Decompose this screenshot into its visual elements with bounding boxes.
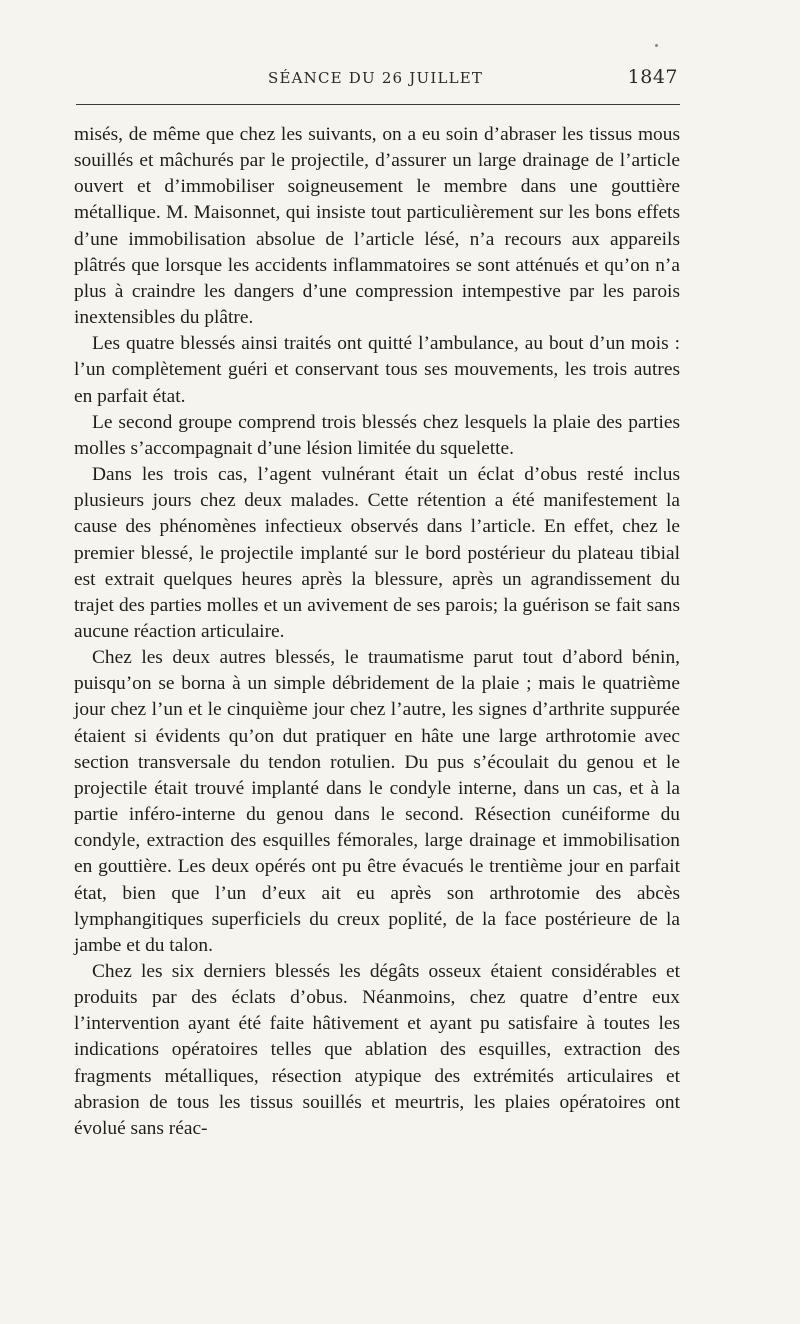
- paragraph-2: Les quatre blessés ainsi traités ont quitté l’ambulance, au bout d’un mois : l’un complètement guéri et conservant tous ses mouvements, les trois autres en parfait état.: [74, 333, 680, 407]
- paragraph-4: Dans les trois cas, l’agent vulnérant était un éclat d’obus resté inclus plusieurs jours chez deux malades. Cette rétention a été manifestement la cause des phénomènes infectieux observés dans l’article. En effet, chez le premier blessé, le projectile implanté sur le bord postérieur du plateau tibial est extrait quelques heures après la blessure, après un agrandissement du trajet des parties molles et un avivement de ses parois; la guérison se fait sans aucune réaction articulaire.: [74, 464, 680, 642]
- page: [74, 0, 680, 1324]
- paragraph-6: Chez les six derniers blessés les dégâts osseux étaient considérables et produits par des éclats d’obus. Néanmoins, chez quatre d’entre eux l’intervention ayant été faite hâtivement et ayant pu satisfaire à toutes les indications opératoires telles que ablation des esquilles, extraction des fragments métalliques, résection atypique des extrémités articulaires et abrasion de tous les tissus souillés et meurtris, les plaies opératoires ont évolué sans réac-: [74, 961, 680, 1139]
- running-header: [74, 66, 680, 92]
- page-number: 1847: [627, 66, 678, 88]
- paper-speck: [655, 44, 658, 47]
- paragraph-1: misés, de même que chez les suivants, on a eu soin d’abraser les tissus mous souillés et mâchurés par le projectile, d’assurer un large drainage de l’article ouvert et d’immobiliser soigneusement le membre dans une gouttière métallique. M. Maisonnet, qui insiste tout particulièrement sur les bons effets d’une immobilisation absolue de l’article lésé, n’a recours aux appareils plâtrés que lorsque les accidents inflammatoires se sont atténués et qu’on n’a plus à craindre les dangers d’une compression intempestive par les parois inextensibles du plâtre.: [74, 124, 680, 329]
- paragraph-3: Le second groupe comprend trois blessés chez lesquels la plaie des parties molles s’accompagnait d’une lésion limitée du squelette.: [74, 411, 680, 459]
- header-title: SÉANCE DU 26 JUILLET: [268, 69, 484, 87]
- paragraph-5: Chez les deux autres blessés, le traumatisme parut tout d’abord bénin, puisqu’on se borna à un simple débridement de la plaie ; mais le quatrième jour chez l’un et le cinquième jour chez l’autre, les signes d’arthrite suppurée étaient si évidents qu’on dut pratiquer en hâte une large arthrotomie avec section transversale du tendon rotulien. Du pus s’écoulait du genou et le projectile était trouvé implanté dans le condyle interne, dans un cas, et à la partie inféro-interne du genou dans le second. Résection cunéiforme du condyle, extraction des esquilles fémorales, large drainage et immobilisation en gouttière. Les deux opérés ont pu être évacués le trentième jour en parfait état, bien que l’un d’eux ait eu après son arthrotomie des abcès lymphangitiques superficiels du creux poplité, de la face postérieure de la jambe et du talon.: [74, 647, 680, 956]
- body-text: [74, 122, 680, 1142]
- header-rule: [76, 104, 680, 105]
